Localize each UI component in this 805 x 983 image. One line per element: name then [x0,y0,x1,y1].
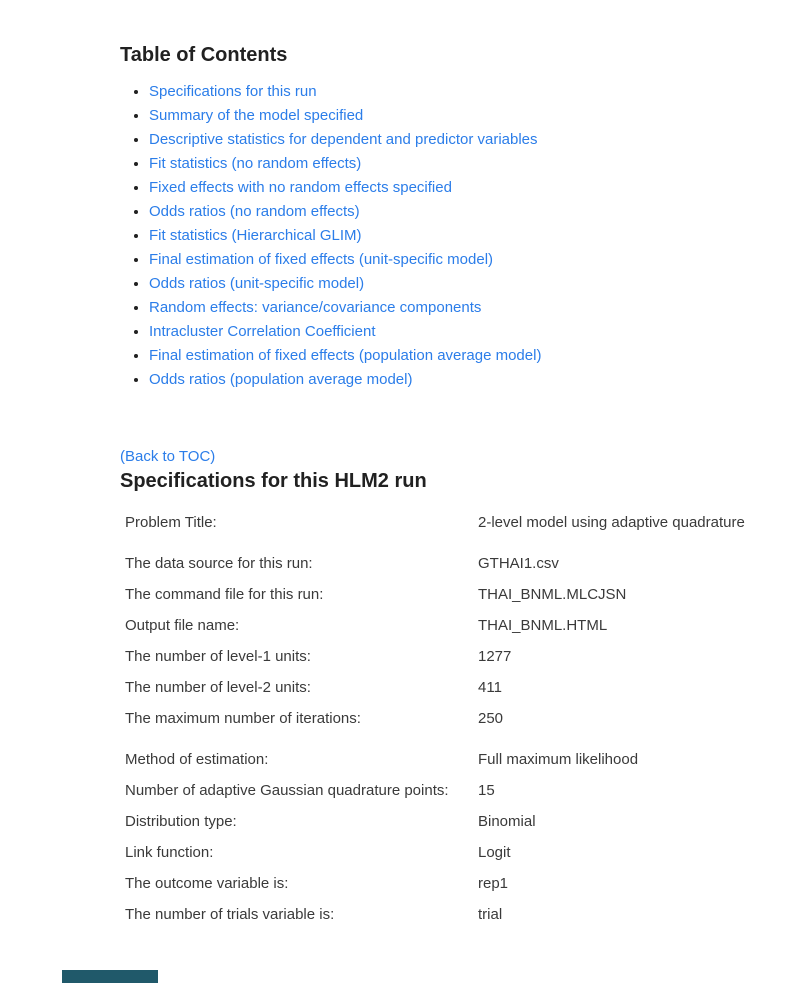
spec-row [125,899,805,930]
spec-value: 15 [478,782,495,799]
spec-row [125,641,805,672]
toc-item [149,368,805,392]
spec-label: Link function: [125,844,214,861]
spec-row [125,703,805,734]
spec-value: THAI_BNML.MLCJSN [478,586,627,603]
toc-item [149,320,805,344]
spec-value: Binomial [478,813,536,830]
toc-item [149,128,805,152]
spec-row [125,579,805,610]
spec-row [125,868,805,899]
toc-list [120,80,805,392]
toc-item [149,224,805,248]
toc-link[interactable]: Odds ratios (no random effects) [149,203,360,220]
spec-value: Logit [478,844,511,861]
toc-link[interactable]: Odds ratios (population average model) [149,371,413,388]
specs-section-title: Specifications for this HLM2 run [120,470,427,492]
spec-row [125,672,805,703]
toc-item [149,80,805,104]
spec-label: The maximum number of iterations: [125,710,361,727]
spec-row [125,806,805,837]
spec-label: The command file for this run: [125,586,324,603]
spec-row [125,775,805,806]
spec-row [125,507,805,538]
toc-link[interactable]: Random effects: variance/covariance components [149,299,482,316]
spec-row [125,744,805,775]
spec-label: Output file name: [125,617,240,634]
spec-spacer [125,734,805,744]
toc-link[interactable]: Summary of the model specified [149,107,364,124]
spec-value: rep1 [478,875,509,892]
toc-item [149,248,805,272]
spec-value: 2-level model using adaptive quadrature [478,514,745,531]
spec-row [125,548,805,579]
toc-item [149,176,805,200]
spec-value: 1277 [478,648,512,665]
toc-link[interactable]: Odds ratios (unit-specific model) [149,275,365,292]
spec-value: Full maximum likelihood [478,751,639,768]
toc-link[interactable]: Fit statistics (no random effects) [149,155,362,172]
spec-value: 411 [478,679,502,696]
toc-item [149,200,805,224]
spec-label: The data source for this run: [125,555,313,572]
toc-link[interactable]: Descriptive statistics for dependent and predictor variables [149,131,538,148]
spec-label: Method of estimation: [125,751,269,768]
spec-value: 250 [478,710,504,727]
toc-item [149,152,805,176]
toc-item [149,344,805,368]
next-table-header-partial [62,970,158,983]
toc-item [149,104,805,128]
spec-label: The number of level-1 units: [125,648,311,665]
toc-item [149,296,805,320]
spec-value: GTHAI1.csv [478,555,559,572]
spec-label: Problem Title: [125,514,217,531]
spec-label: Number of adaptive Gaussian quadrature points: [125,782,449,799]
toc-title: Table of Contents [120,44,288,66]
spec-spacer [125,538,805,548]
toc-link[interactable]: Fit statistics (Hierarchical GLIM) [149,227,362,244]
specs-table [125,507,805,930]
spec-label: Distribution type: [125,813,237,830]
back-to-toc-row [120,447,805,467]
spec-value: THAI_BNML.HTML [478,617,608,634]
back-to-toc-link[interactable]: (Back to TOC) [120,448,216,465]
toc-link[interactable]: Intracluster Correlation Coefficient [149,323,376,340]
spec-label: The number of trials variable is: [125,906,335,923]
spec-row [125,837,805,868]
toc-item [149,272,805,296]
toc-link[interactable]: Final estimation of fixed effects (population average model) [149,347,542,364]
toc-link[interactable]: Specifications for this run [149,83,317,100]
toc-link[interactable]: Fixed effects with no random effects specified [149,179,452,196]
toc-link[interactable]: Final estimation of fixed effects (unit-specific model) [149,251,494,268]
spec-label: The number of level-2 units: [125,679,311,696]
spec-label: The outcome variable is: [125,875,289,892]
spec-value: trial [478,906,503,923]
spec-row [125,610,805,641]
